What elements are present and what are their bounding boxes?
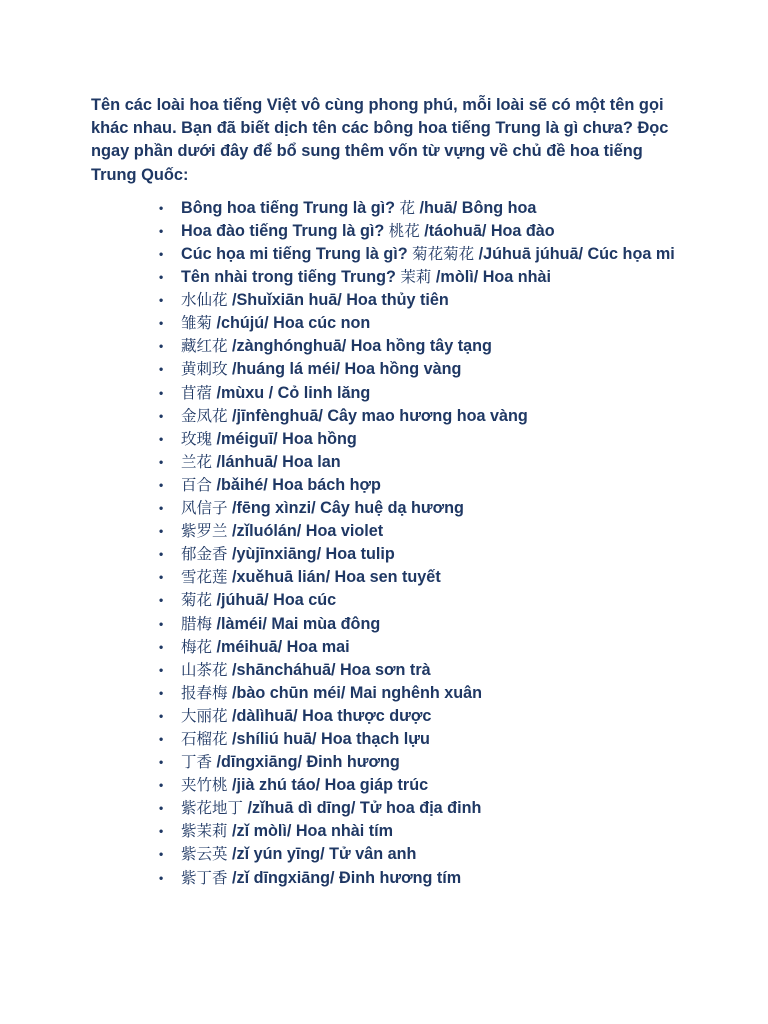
item-chinese: 夹竹桃 xyxy=(181,776,228,795)
item-pinyin-meaning: /yùjīnxiāng/ Hoa tulip xyxy=(227,545,395,564)
item-pinyin-meaning: /huā/ Bông hoa xyxy=(415,198,537,217)
item-pinyin-meaning: /huáng lá méi/ Hoa hồng vàng xyxy=(227,360,462,379)
item-pinyin-meaning: /dàlìhuā/ Hoa thược dược xyxy=(227,706,432,725)
list-item xyxy=(159,636,691,659)
item-chinese: 雏菊 xyxy=(181,314,213,333)
list-item xyxy=(159,728,691,751)
item-chinese: 梅花 xyxy=(181,637,213,656)
item-chinese: 风信子 xyxy=(181,499,228,518)
bullet-icon: • xyxy=(159,570,164,585)
item-question: Bông hoa tiếng Trung là gì? xyxy=(181,198,400,217)
item-chinese: 菊花菊花 xyxy=(412,245,475,263)
item-pinyin-meaning: /júhuā/ Hoa cúc xyxy=(212,591,337,610)
bullet-icon: • xyxy=(159,431,164,446)
item-chinese: 紫茉莉 xyxy=(181,822,228,841)
list-item xyxy=(159,751,691,774)
item-pinyin-meaning: /Shuǐxiān huā/ Hoa thủy tiên xyxy=(227,291,449,310)
item-chinese: 藏红花 xyxy=(181,337,228,356)
item-chinese: 金凤花 xyxy=(181,406,228,425)
bullet-icon: • xyxy=(159,501,164,516)
bullet-icon: • xyxy=(159,801,164,816)
item-pinyin-meaning: /táohuā/ Hoa đào xyxy=(419,221,555,240)
bullet-icon: • xyxy=(159,547,164,562)
bullet-icon: • xyxy=(159,847,164,862)
item-pinyin-meaning: /shāncháhuā/ Hoa sơn trà xyxy=(227,660,431,679)
item-pinyin-meaning: /shíliú huā/ Hoa thạch lựu xyxy=(227,729,430,748)
list-item xyxy=(159,335,691,358)
item-pinyin-meaning: /méihuā/ Hoa mai xyxy=(212,637,350,656)
list-item xyxy=(159,405,691,428)
item-chinese: 水仙花 xyxy=(181,291,228,310)
list-item xyxy=(159,543,691,566)
list-item xyxy=(159,566,691,589)
item-question: Hoa đào tiếng Trung là gì? xyxy=(181,221,389,240)
item-chinese: 百合 xyxy=(181,475,213,494)
item-chinese: 桃花 xyxy=(388,221,420,240)
bullet-icon: • xyxy=(159,662,164,677)
bullet-icon: • xyxy=(159,362,164,377)
list-item xyxy=(159,843,691,866)
item-pinyin-meaning: /jià zhú táo/ Hoa giáp trúc xyxy=(227,776,429,795)
bullet-icon: • xyxy=(159,778,164,793)
item-pinyin-meaning: /mòlì/ Hoa nhài xyxy=(431,268,552,287)
item-chinese: 紫丁香 xyxy=(181,868,228,887)
list-item xyxy=(159,358,691,381)
item-chinese: 紫罗兰 xyxy=(181,522,228,541)
bullet-icon: • xyxy=(159,408,164,423)
bullet-icon: • xyxy=(159,708,164,723)
bullet-icon: • xyxy=(159,731,164,746)
list-item xyxy=(159,867,691,890)
item-pinyin-meaning: /chújú/ Hoa cúc non xyxy=(212,314,371,333)
list-item xyxy=(159,382,691,405)
list-item xyxy=(159,497,691,520)
item-pinyin-meaning: /Júhuā júhuā/ Cúc họa mi xyxy=(474,245,675,263)
item-pinyin-meaning: /zǐhuā dì dīng/ Tử hoa địa đinh xyxy=(243,799,482,818)
item-chinese: 紫云英 xyxy=(181,845,228,864)
item-question: Tên nhài trong tiếng Trung? xyxy=(181,268,401,287)
list-item xyxy=(159,474,691,497)
item-pinyin-meaning: /jīnfènghuā/ Cây mao hương hoa vàng xyxy=(227,406,528,425)
list-item xyxy=(159,682,691,705)
bullet-icon: • xyxy=(159,200,164,215)
bullet-icon: • xyxy=(159,593,164,608)
item-chinese: 玫瑰 xyxy=(181,429,213,448)
item-question: Cúc họa mi tiếng Trung là gì? xyxy=(181,245,413,263)
bullet-icon: • xyxy=(159,223,164,238)
flower-list xyxy=(91,197,691,890)
item-chinese: 山茶花 xyxy=(181,660,228,679)
item-pinyin-meaning: /méiguī/ Hoa hồng xyxy=(212,429,357,448)
bullet-icon: • xyxy=(159,293,164,308)
item-chinese: 茉莉 xyxy=(400,268,432,287)
item-chinese: 郁金香 xyxy=(181,545,228,564)
list-item xyxy=(159,312,691,335)
bullet-icon: • xyxy=(159,755,164,770)
list-item xyxy=(159,428,691,451)
item-pinyin-meaning: /bǎihé/ Hoa bách hợp xyxy=(212,475,381,494)
item-pinyin-meaning: /zǐ yún yīng/ Tử vân anh xyxy=(227,845,417,864)
bullet-icon: • xyxy=(159,247,164,261)
item-chinese: 苜蓿 xyxy=(181,383,213,402)
item-chinese: 菊花 xyxy=(181,591,213,610)
item-pinyin-meaning: /xuěhuā lián/ Hoa sen tuyết xyxy=(227,568,441,587)
bullet-icon: • xyxy=(159,477,164,492)
document-page xyxy=(91,94,691,890)
item-pinyin-meaning: /làméi/ Mai mùa đông xyxy=(212,614,381,633)
item-pinyin-meaning: /dīngxiāng/ Đinh hương xyxy=(212,753,400,772)
list-item xyxy=(159,289,691,312)
list-item xyxy=(159,774,691,797)
item-pinyin-meaning: /zǐluólán/ Hoa violet xyxy=(227,522,384,541)
item-pinyin-meaning: /zànghónghuā/ Hoa hồng tây tạng xyxy=(227,337,492,356)
list-item xyxy=(159,797,691,820)
bullet-icon: • xyxy=(159,454,164,469)
item-chinese: 紫花地丁 xyxy=(181,799,244,818)
list-item xyxy=(159,220,691,243)
list-item xyxy=(159,266,691,289)
list-item xyxy=(159,197,691,220)
list-item xyxy=(159,243,691,266)
item-chinese: 丁香 xyxy=(181,753,213,772)
bullet-icon: • xyxy=(159,870,164,885)
intro-paragraph: Tên các loài hoa tiếng Việt vô cùng phong phú, mỗi loài sẽ có một tên gọi khác nhau. Bạn đã biết dịch tên các bông hoa tiếng Trung là gì chưa? Đọc ngay phần dưới đây để bổ sung thêm vốn từ vựng về chủ đề hoa tiếng Trung Quốc: xyxy=(91,96,669,184)
item-chinese: 石榴花 xyxy=(181,729,228,748)
item-chinese: 花 xyxy=(399,198,416,217)
item-chinese: 大丽花 xyxy=(181,706,228,725)
list-item xyxy=(159,613,691,636)
list-item xyxy=(159,705,691,728)
item-pinyin-meaning: /zǐ dīngxiāng/ Đinh hương tím xyxy=(227,868,462,887)
item-pinyin-meaning: /fēng xìnzi/ Cây huệ dạ hương xyxy=(227,499,464,518)
item-chinese: 兰花 xyxy=(181,452,213,471)
bullet-icon: • xyxy=(159,385,164,400)
item-chinese: 雪花莲 xyxy=(181,568,228,587)
bullet-icon: • xyxy=(159,270,164,285)
bullet-icon: • xyxy=(159,616,164,631)
bullet-icon: • xyxy=(159,824,164,839)
bullet-icon: • xyxy=(159,524,164,539)
bullet-icon: • xyxy=(159,685,164,700)
item-pinyin-meaning: /zǐ mòlì/ Hoa nhài tím xyxy=(227,822,394,841)
list-item xyxy=(159,451,691,474)
item-pinyin-meaning: /lánhuā/ Hoa lan xyxy=(212,452,341,471)
item-chinese: 腊梅 xyxy=(181,614,213,633)
item-pinyin-meaning: /bào chūn méi/ Mai nghênh xuân xyxy=(227,683,483,702)
item-pinyin-meaning: /mùxu / Cỏ linh lăng xyxy=(212,383,371,402)
list-item xyxy=(159,820,691,843)
list-item xyxy=(159,520,691,543)
item-chinese: 报春梅 xyxy=(181,683,228,702)
list-item xyxy=(159,589,691,612)
bullet-icon: • xyxy=(159,339,164,354)
list-item xyxy=(159,659,691,682)
bullet-icon: • xyxy=(159,639,164,654)
bullet-icon: • xyxy=(159,316,164,331)
item-chinese: 黄刺玫 xyxy=(181,360,228,379)
